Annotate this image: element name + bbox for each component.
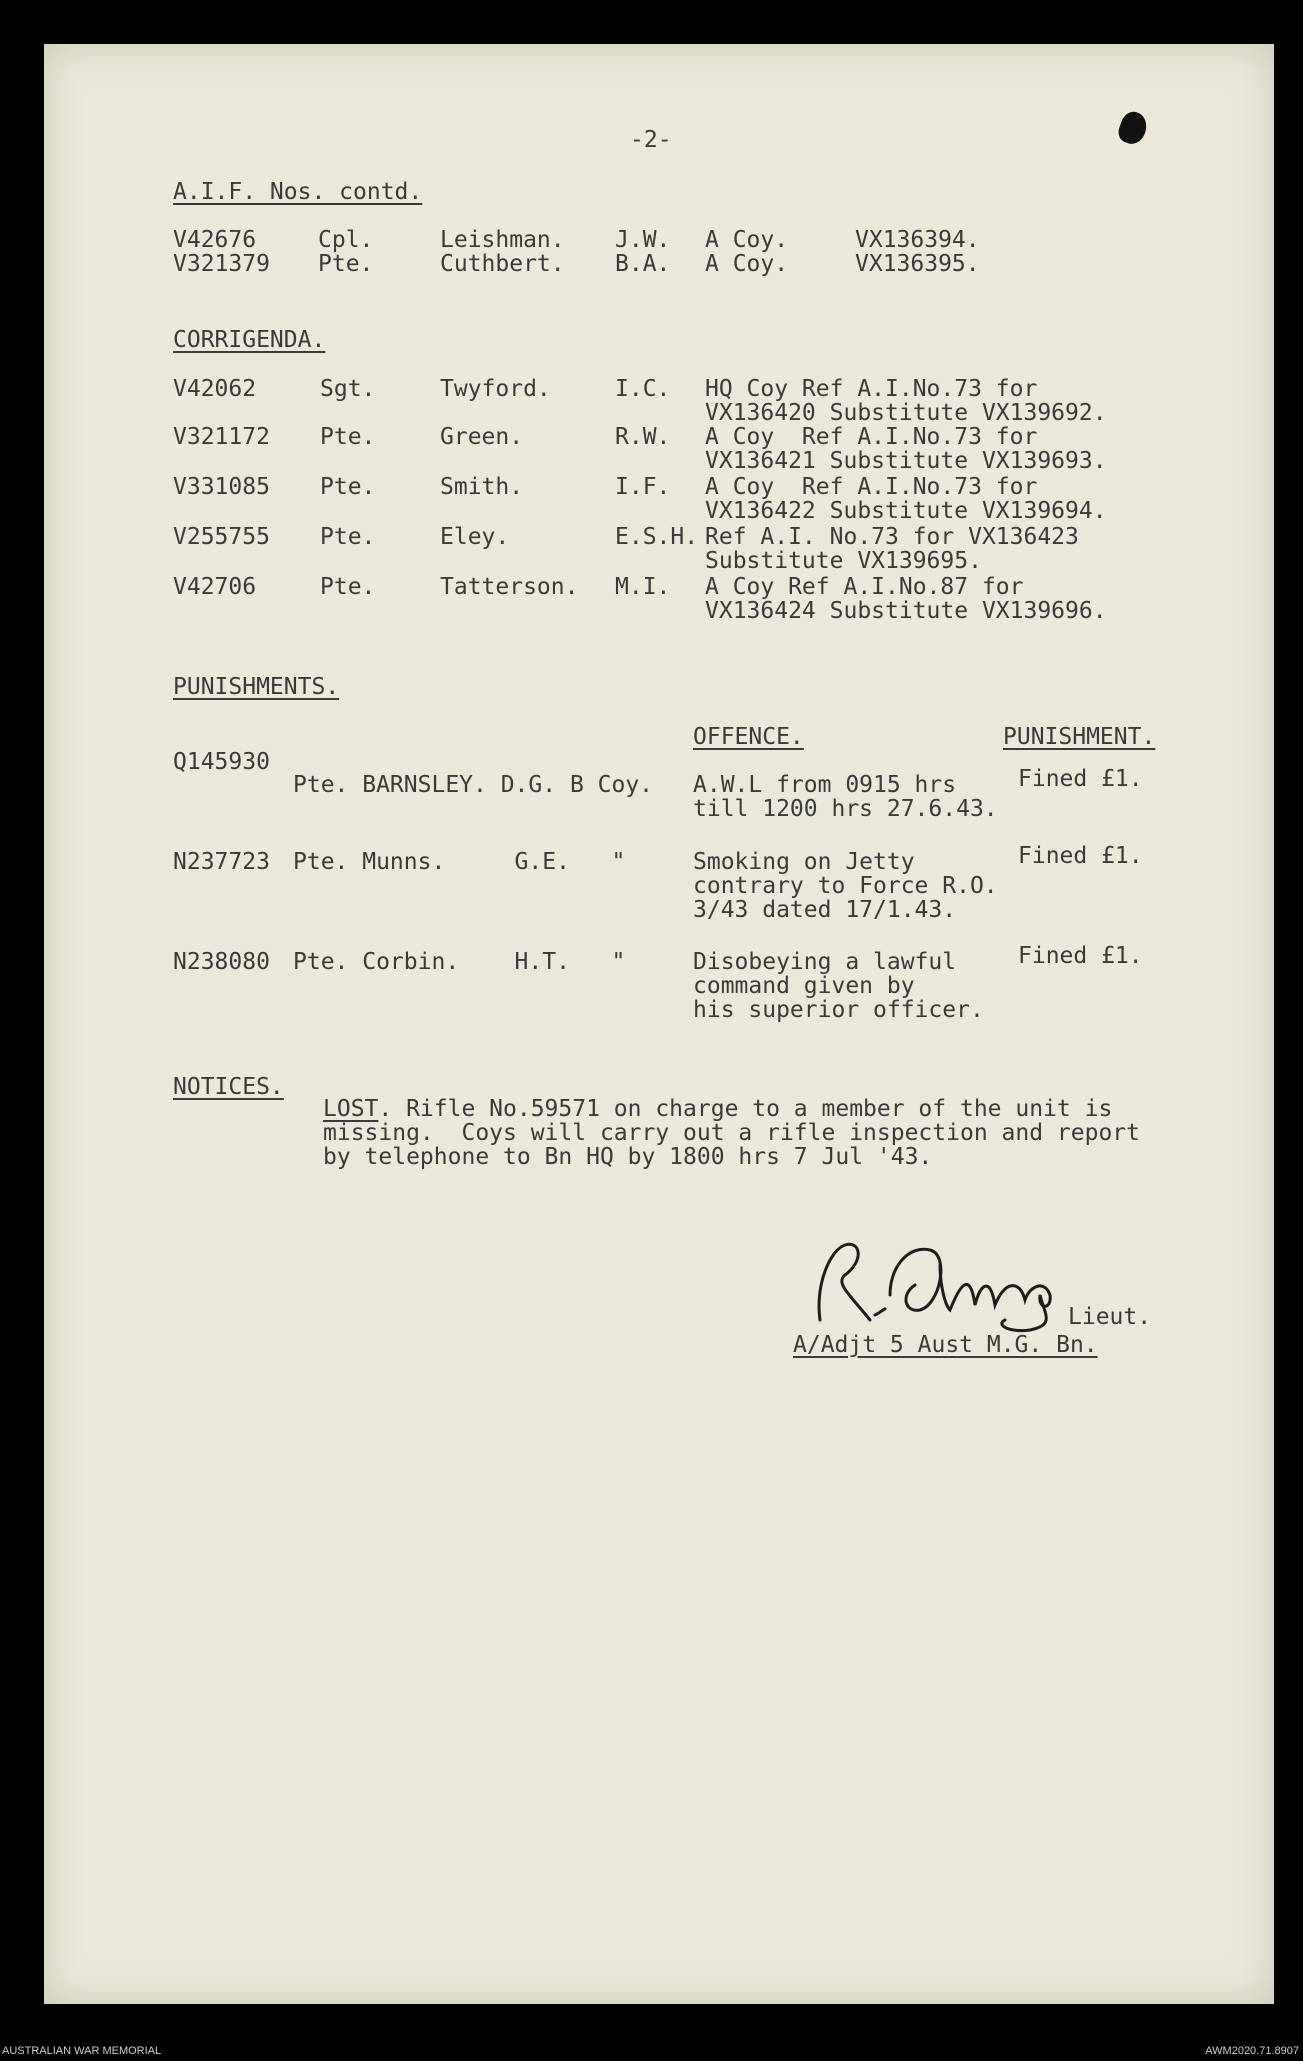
corrigenda-number: V42062: [173, 376, 257, 402]
corrigenda-rank: Pte.: [320, 474, 376, 500]
punishment-army-number: N238080: [173, 949, 270, 975]
corrigenda-initials: I.C.: [615, 376, 671, 402]
aif-initials: J.W.: [615, 227, 671, 253]
corrigenda-number: V255755: [173, 524, 270, 550]
aif-initials: B.A.: [615, 251, 671, 277]
corrigenda-detail-line2: VX136422 Substitute VX139694.: [705, 498, 1107, 524]
punishment-penalty: Fined £1.: [1018, 766, 1143, 792]
punishments-heading: PUNISHMENTS.: [173, 674, 340, 700]
corrigenda-surname: Tatterson.: [440, 574, 579, 600]
corrigenda-rank: Pte.: [320, 524, 376, 550]
aif-vx-number: VX136395.: [855, 251, 980, 277]
punishment-army-number: Q145930: [173, 749, 270, 775]
punishment-column-header: PUNISHMENT.: [1003, 724, 1156, 750]
punishment-person: Pte. Munns. G.E. ": [293, 849, 626, 875]
corrigenda-detail-line2: VX136421 Substitute VX139693.: [705, 448, 1107, 474]
footer-left: AUSTRALIAN WAR MEMORIAL: [2, 2045, 162, 2057]
corrigenda-surname: Green.: [440, 424, 524, 450]
corrigenda-detail-line1: A Coy Ref A.I.No.87 for: [705, 574, 1024, 600]
punishment-offence-line: his superior officer.: [693, 997, 984, 1023]
corrigenda-detail-line2: VX136420 Substitute VX139692.: [705, 400, 1107, 426]
aif-company: A Coy.: [705, 227, 789, 253]
corrigenda-initials: R.W.: [615, 424, 671, 450]
corrigenda-surname: Eley.: [440, 524, 510, 550]
aif-vx-number: VX136394.: [855, 227, 980, 253]
corrigenda-surname: Twyford.: [440, 376, 551, 402]
corrigenda-number: V331085: [173, 474, 270, 500]
punishment-offence-line: contrary to Force R.O.: [693, 873, 998, 899]
notice-line-3: by telephone to Bn HQ by 1800 hrs 7 Jul '43.: [323, 1144, 933, 1170]
corrigenda-number: V42706: [173, 574, 257, 600]
corrigenda-heading: CORRIGENDA.: [173, 327, 326, 353]
corrigenda-number: V321172: [173, 424, 270, 450]
punishment-offence-line: A.W.L from 0915 hrs: [693, 772, 957, 798]
footer-right: AWM2020.71.8907: [1205, 2045, 1299, 2057]
punishment-offence-line: 3/43 dated 17/1.43.: [693, 897, 957, 923]
signatory-appointment: A/Adjt 5 Aust M.G. Bn.: [793, 1332, 1098, 1358]
aif-rank: Cpl.: [318, 227, 374, 253]
corrigenda-surname: Smith.: [440, 474, 524, 500]
notice-line-2: missing. Coys will carry out a rifle inspection and report: [323, 1120, 1140, 1146]
punishment-person: Pte. Corbin. H.T. ": [293, 949, 626, 975]
corrigenda-initials: E.S.H.: [615, 524, 699, 550]
offence-column-header: OFFENCE.: [693, 724, 804, 750]
aif-surname: Leishman.: [440, 227, 565, 253]
punishment-penalty: Fined £1.: [1018, 843, 1143, 869]
aif-heading: A.I.F. Nos. contd.: [173, 179, 423, 205]
punishment-offence-line: command given by: [693, 973, 915, 999]
aif-number: V42676: [173, 227, 257, 253]
punishment-army-number: N237723: [173, 849, 270, 875]
aif-rank: Pte.: [318, 251, 374, 277]
page-number: -2-: [630, 127, 672, 153]
aif-company: A Coy.: [705, 251, 789, 277]
corrigenda-rank: Pte.: [320, 424, 376, 450]
punishment-offence-line: Disobeying a lawful: [693, 949, 957, 975]
corrigenda-detail-line2: Substitute VX139695.: [705, 548, 982, 574]
corrigenda-detail-line1: A Coy Ref A.I.No.73 for: [705, 474, 1038, 500]
punishment-penalty: Fined £1.: [1018, 943, 1143, 969]
corrigenda-initials: I.F.: [615, 474, 671, 500]
corrigenda-detail-line2: VX136424 Substitute VX139696.: [705, 598, 1107, 624]
corrigenda-rank: Sgt.: [320, 376, 376, 402]
aif-number: V321379: [173, 251, 270, 277]
notice-line-1-text: . Rifle No.59571 on charge to a member of the unit is: [378, 1096, 1113, 1122]
corrigenda-detail-line1: Ref A.I. No.73 for VX136423: [705, 524, 1079, 550]
aif-surname: Cuthbert.: [440, 251, 565, 277]
corrigenda-initials: M.I.: [615, 574, 671, 600]
punishment-person: Pte. BARNSLEY. D.G. B Coy.: [293, 772, 654, 798]
notices-heading: NOTICES.: [173, 1074, 284, 1100]
corrigenda-rank: Pte.: [320, 574, 376, 600]
punishment-offence-line: Smoking on Jetty: [693, 849, 915, 875]
notice-line-1: [323, 1097, 1112, 1121]
lost-label: LOST: [323, 1096, 379, 1122]
corrigenda-detail-line1: A Coy Ref A.I.No.73 for: [705, 424, 1038, 450]
punishment-offence-line: till 1200 hrs 27.6.43.: [693, 796, 998, 822]
signatory-rank: Lieut.: [1068, 1304, 1152, 1330]
corrigenda-detail-line1: HQ Coy Ref A.I.No.73 for: [705, 376, 1038, 402]
